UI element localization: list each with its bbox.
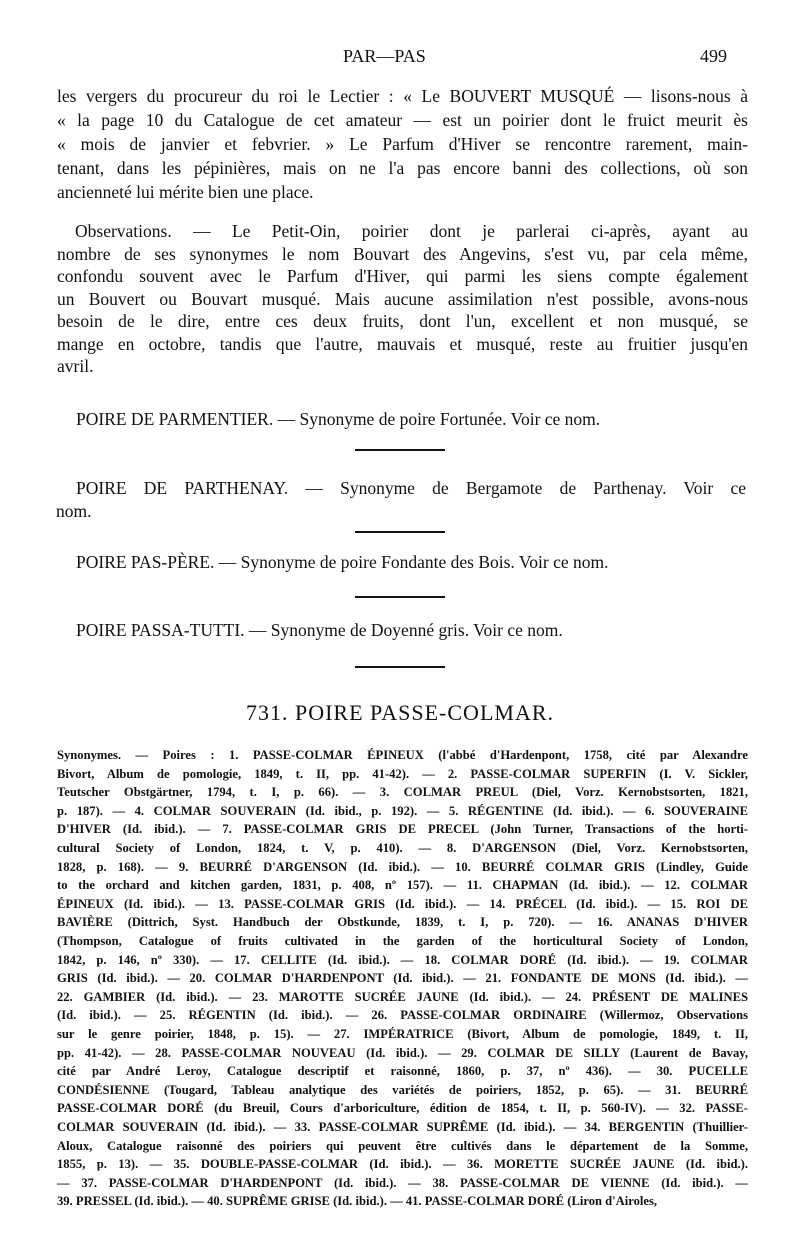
entry-line: nom. (56, 501, 92, 521)
text-line: Teutscher Obstgärtner, 1794, t. I, p. 66). — 3. COLMAR PREUL (Diel, Vorz. Kernobstsorten, 1821, (57, 785, 748, 800)
text-line: PASSE-COLMAR DORÉ (du Breuil, Cours d'arboriculture, édition de 1854, t. II, p. 560-IV). — 32. PASSE- (57, 1101, 748, 1116)
text-line: cité par André Leroy, Catalogue descriptif et raisonné, 1860, p. 37, nº 436). — 30. PUCELLE (57, 1064, 748, 1079)
entry-parthenay (56, 478, 746, 522)
text-line: — 37. PASSE-COLMAR D'HARDENPONT (Id. ibid.). — 38. PASSE-COLMAR DE VIENNE (Id. ibid.). — (57, 1175, 748, 1190)
entry-parmentier (76, 409, 600, 430)
text-line: (Thompson, Catalogue of fruits cultivated in the garden of the horticultural Society of London, (57, 934, 748, 948)
running-title: PAR—PAS (343, 46, 426, 66)
text-line: COLMAR SOUVERAIN (Id. ibid.). — 33. PASSE-COLMAR SUPRÊME (Id. ibid.). — 34. BERGENTIN (Thuillier- (57, 1120, 748, 1134)
page-number: 499 (700, 46, 727, 66)
entry-passa-tutti (76, 620, 563, 641)
text-line: sur le genre poirier, 1848, p. 15). — 27. IMPÉRATRICE (Bivort, Album de pomologie, 1849, t. II, (57, 1027, 748, 1041)
text-line: mange en octobre, tandis que l'autre, mauvais et musqué, reste au fruitier jusqu'en (57, 333, 748, 354)
entry-pas-pere (76, 552, 608, 573)
text-line: confondu souvent avec le Parfum d'Hiver, qui parmi les siens compte également (57, 266, 748, 286)
divider-rule (355, 531, 445, 533)
text-line: besoin de le dire, entre ces deux fruits, dont l'un, excellent et non musqué, se (57, 311, 748, 331)
text-line: 22. GAMBIER (Id. ibid.). — 23. MAROTTE SUCRÉE JAUNE (Id. ibid.). — 24. PRÉSENT DE MALINES (57, 989, 748, 1004)
text-line: Observations. — Le Petit-Oin, poirier dont je parlerai ci-après, ayant au (75, 221, 748, 241)
section-title: 731. POIRE PASSE-COLMAR. (245, 700, 555, 725)
text-line: Synonymes. — Poires : 1. PASSE-COLMAR ÉPINEUX (l'abbé d'Hardenpont, 1758, cité par Alexandre (57, 748, 748, 762)
entry-line: POIRE DE PARTHENAY. — Synonyme de Bergamote de Parthenay. Voir ce (76, 478, 746, 498)
text-line: CONDÉSIENNE (Tougard, Tableau analytique des variétés de poiriers, 1852, p. 65). — 31. BEURRÉ (57, 1082, 748, 1097)
text-line: les vergers du procureur du roi le Lectier : « Le BOUVERT MUSQUÉ — lisons-nous à (57, 86, 748, 106)
text-line: BAVIÈRE (Dittrich, Syst. Handbuch der Obstkunde, 1839, t. I, p. 720). — 16. ANANAS D'HIVER (57, 915, 748, 930)
text-line: nombre de ses synonymes le nom Bouvart des Angevins, s'est vu, par cela même, (57, 243, 748, 264)
text-line: (Id. ibid.). — 25. RÉGENTIN (Id. ibid.). — 26. PASSE-COLMAR ORDINAIRE (Willermoz, Observations (57, 1008, 748, 1023)
text-line: to the orchard and kitchen garden, 1831, p. 408, nº 157). — 11. CHAPMAN (Id. ibid.). — 12. COLMAR (57, 878, 748, 893)
text-line: tenant, dans les pépinières, mais on ne l'a pas encore banni des collections, où son (57, 158, 748, 178)
text-line: GRIS (Id. ibid.). — 20. COLMAR D'HARDENPONT (Id. ibid.). — 21. FONDANTE DE MONS (Id. ibid.). — (57, 971, 748, 986)
text-line: « la page 10 du Catalogue de cet amateur — est un poirier dont le fruict meurit ès (57, 110, 748, 130)
text-line: 1842, p. 146, nº 330). — 17. CELLITE (Id. ibid.). — 18. COLMAR DORÉ (Id. ibid.). — 19. COLMAR (57, 952, 748, 967)
entry-line: POIRE PAS-PÈRE. — Synonyme de poire Fondante des Bois. Voir ce nom. (76, 552, 609, 572)
text-line: D'HIVER (Id. ibid.). — 7. PASSE-COLMAR GRIS DE PRECEL (John Turner, Transactions of the horti- (57, 822, 748, 837)
text-line: 1828, p. 168). — 9. BEURRÉ D'ARGENSON (Id. ibid.). — 10. BEURRÉ COLMAR GRIS (Lindley, Guide (57, 859, 748, 874)
text-line: ancienneté lui mérite bien une place. (57, 182, 314, 202)
text-line: pp. 41-42). — 28. PASSE-COLMAR NOUVEAU (Id. ibid.). — 29. COLMAR DE SILLY (Laurent de Bavay, (57, 1045, 748, 1060)
text-line: avril. (57, 356, 94, 376)
text-line: 1855, p. 13). — 35. DOUBLE-PASSE-COLMAR (Id. ibid.). — 36. MORETTE SUCRÉE JAUNE (Id. ibid.). (57, 1157, 748, 1172)
divider-rule (355, 596, 445, 598)
text-line: cultural Society of London, 1824, t. V, p. 410). — 8. D'ARGENSON (Diel, Vorz. Kernobstsorten, (57, 841, 748, 855)
divider-rule (355, 666, 445, 668)
text-line: un Bouvert ou Bouvart musqué. Mais aucune assimilation n'est possible, avons-nous (57, 288, 748, 309)
entry-line: POIRE DE PARMENTIER. — Synonyme de poire Fortunée. Voir ce nom. (76, 409, 601, 429)
text-line: Aloux, Catalogue raisonné des poiriers qui peuvent être cultivés dans le département de la Somme, (57, 1138, 748, 1153)
divider-rule (355, 449, 445, 451)
text-line: 39. PRESSEL (Id. ibid.). — 40. SUPRÊME GRISE (Id. ibid.). — 41. PASSE-COLMAR DORÉ (Liron d'Airoles, (57, 1194, 658, 1209)
text-line: p. 187). — 4. COLMAR SOUVERAIN (Id. ibid., p. 192). — 5. RÉGENTINE (Id. ibid.). — 6. SOUVERAINE (57, 803, 748, 818)
text-line: Bivort, Album de pomologie, 1849, t. II, pp. 41-42). — 2. PASSE-COLMAR SUPERFIN (I. V. Sickler, (57, 766, 748, 781)
entry-line: POIRE PASSA-TUTTI. — Synonyme de Doyenné gris. Voir ce nom. (76, 620, 563, 640)
text-line: « mois de janvier et febvrier. » Le Parfum d'Hiver se rencontre rarement, main- (57, 134, 748, 154)
text-line: ÉPINEUX (Id. ibid.). — 13. PASSE-COLMAR GRIS (Id. ibid.). — 14. PRÉCEL (Id. ibid.). — 15. ROI DE (57, 896, 748, 911)
